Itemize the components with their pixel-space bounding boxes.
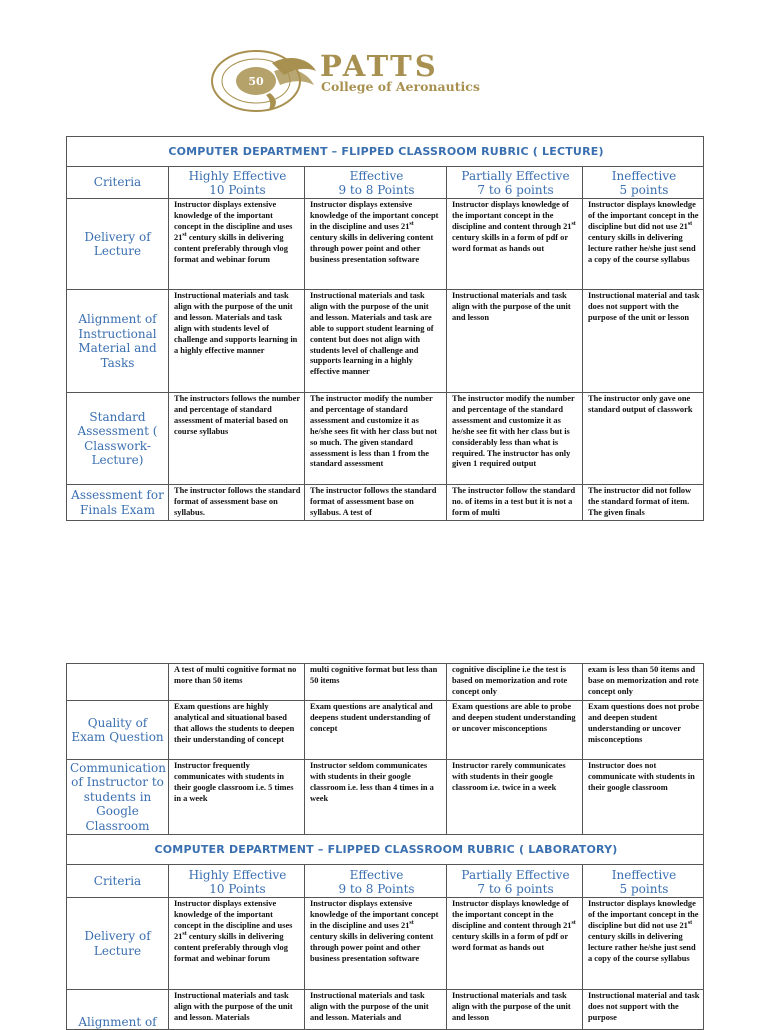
criterion-label: Communication of Instructor to students in Google Classroom (67, 760, 169, 835)
level-header-partially-effective: Partially Effective 7 to 6 points (447, 167, 583, 199)
criterion-label: Alignment of Instructional Material and Tasks (67, 290, 169, 393)
table-row (67, 664, 704, 701)
rubric-cell: Instructional material and task does not support with the purpose of the unit or lesson (583, 290, 704, 393)
rubric-cell: Instructional materials and task align with the purpose of the unit and lesson (447, 990, 583, 1030)
rubric-cell: A test of multi cognitive format no more than 50 items (169, 664, 305, 701)
level-header-ineffective: Ineffective 5 points (583, 865, 704, 898)
rubric-cell: Instructor displays extensive knowledge of the important concept in the discipline and uses 21st century skills in delivering content preferably through vlog format and webinar forum (169, 199, 305, 290)
rubric-cell: The instructor follows the standard format of assessment base on syllabus. (169, 485, 305, 521)
rubric-cell: Instructor displays knowledge of the important concept in the discipline and content through 21st century skills in a form of pdf or word format as hands out (447, 898, 583, 990)
rubric-cell: Instructor displays extensive knowledge of the important concept in the discipline and uses 21st century skills in delivering content through power point and other business presentation software (305, 898, 447, 990)
criterion-label: Quality of Exam Question (67, 701, 169, 760)
criteria-header: Criteria (67, 865, 169, 898)
rubric-cell: The instructor did not follow the standard format of item. The given finals (583, 485, 704, 521)
rubric-cell: Instructor rarely communicates with students in their google classroom i.e. twice in a week (447, 760, 583, 835)
rubric-cell: Instructor displays extensive knowledge of the important concept in the discipline and uses 21st century skills in delivering content through power point and other business presentation software (305, 199, 447, 290)
logo-title: PATTS (320, 49, 439, 83)
table-row (67, 485, 704, 521)
rubric-cell: exam is less than 50 items and base on memorization and rote concept only (583, 664, 704, 701)
level-header-highly-effective: Highly Effective 10 Points (169, 167, 305, 199)
table-row (67, 898, 704, 990)
rubric-cell: Exam questions are analytical and deepens student understanding of concept (305, 701, 447, 760)
rubric-cell: Instructional material and task does not support with the purpose (583, 990, 704, 1030)
svg-text:50: 50 (248, 75, 264, 88)
rubric-cell: multi cognitive format but less than 50 items (305, 664, 447, 701)
rubric-cell: Instructional materials and task align with the purpose of the unit and lesson. Materials (169, 990, 305, 1030)
table-row (67, 199, 704, 290)
rubric-cell: Instructional materials and task align with the purpose of the unit and lesson. Materials and (305, 990, 447, 1030)
empty-criterion (67, 664, 169, 701)
level-header-effective: Effective 9 to 8 Points (305, 865, 447, 898)
criterion-label: Standard Assessment ( Classwork-Lecture) (67, 393, 169, 485)
criteria-header: Criteria (67, 167, 169, 199)
rubric-cell: The instructor only gave one standard output of classwork (583, 393, 704, 485)
rubric-cell: Exam questions are able to probe and deepen student understanding or uncover misconceptions (447, 701, 583, 760)
continuation-rubric-table (66, 663, 704, 1030)
table-row (67, 760, 704, 835)
rubric-cell: Instructor displays extensive knowledge of the important concept in the discipline and uses 21st century skills in delivering content preferably through vlog format and webinar forum (169, 898, 305, 990)
rubric-cell: cognitive discipline i.e the test is based on memorization and rote concept only (447, 664, 583, 701)
patts-logo (210, 45, 540, 117)
rubric-cell: Instructor displays knowledge of the important concept in the discipline but did not use 21st century skills in delivering lecture rather he/she just send a copy of the course syllabus (583, 199, 704, 290)
rubric-cell: Exam questions are highly analytical and situational based that allows the students to deepen their understanding of concept (169, 701, 305, 760)
rubric-cell: Instructional materials and task align with the purpose of the unit and lesson. Materials and task are able to support student learning of content but does not align with students level of challenge and supports learning in a highly effective manner (305, 290, 447, 393)
level-header-effective: Effective 9 to 8 Points (305, 167, 447, 199)
criterion-label: Assessment for Finals Exam (67, 485, 169, 521)
level-header-ineffective: Ineffective 5 points (583, 167, 704, 199)
lecture-rubric-table (66, 136, 704, 521)
rubric-cell: The instructor follows the standard format of assessment base on syllabus. A test of (305, 485, 447, 521)
rubric-cell: Instructional materials and task align with the purpose of the unit and lesson (447, 290, 583, 393)
table-row (67, 290, 704, 393)
criterion-label: Delivery of Lecture (67, 898, 169, 990)
table-row (67, 701, 704, 760)
rubric-cell: Instructor displays knowledge of the important concept in the discipline but did not use 21st century skills in delivering lecture rather he/she just send a copy of the course syllabus (583, 898, 704, 990)
rubric-cell: Instructor seldom communicates with students in their google classroom i.e. less than 4 times in a week (305, 760, 447, 835)
rubric-cell: The instructor modify the number and percentage of the standard assessment and customize it as he/she see fit with her class but is considerably less than what is required. The instructor has only given 1 required output (447, 393, 583, 485)
level-header-highly-effective: Highly Effective 10 Points (169, 865, 305, 898)
rubric-cell: The instructor modify the number and percentage of standard assessment and customize it as he/she sees fit with her class but not so much. The given standard assessment is less than 1 from the standard assessment (305, 393, 447, 485)
rubric-cell: Instructor does not communicate with students in their google classroom (583, 760, 704, 835)
criterion-label: Delivery of Lecture (67, 199, 169, 290)
rubric-cell: Instructor frequently communicates with students in their google classroom i.e. 5 times in a week (169, 760, 305, 835)
level-header-partially-effective: Partially Effective 7 to 6 points (447, 865, 583, 898)
rubric-title-laboratory: COMPUTER DEPARTMENT – FLIPPED CLASSROOM RUBRIC ( LABORATORY) (67, 835, 704, 865)
rubric-cell: Exam questions does not probe and deepen student understanding or uncover misconceptions (583, 701, 704, 760)
patts-seal-icon (210, 49, 320, 113)
rubric-title-lecture: COMPUTER DEPARTMENT – FLIPPED CLASSROOM RUBRIC ( LECTURE) (67, 137, 704, 167)
logo-subtitle: College of Aeronautics (321, 79, 480, 94)
rubric-cell: Instructor displays knowledge of the important concept in the discipline and content through 21st century skills in a form of pdf or word format as hands out (447, 199, 583, 290)
rubric-cell: Instructional materials and task align with the purpose of the unit and lesson. Materials and task align with students level of challenge and supports learning in a highly effective manner (169, 290, 305, 393)
rubric-cell: The instructor follow the standard no. of items in a test but it is not a form of multi (447, 485, 583, 521)
table-row (67, 393, 704, 485)
rubric-cell: The instructors follows the number and percentage of standard assessment of material based on course syllabus (169, 393, 305, 485)
criterion-label: Alignment of (67, 990, 169, 1030)
